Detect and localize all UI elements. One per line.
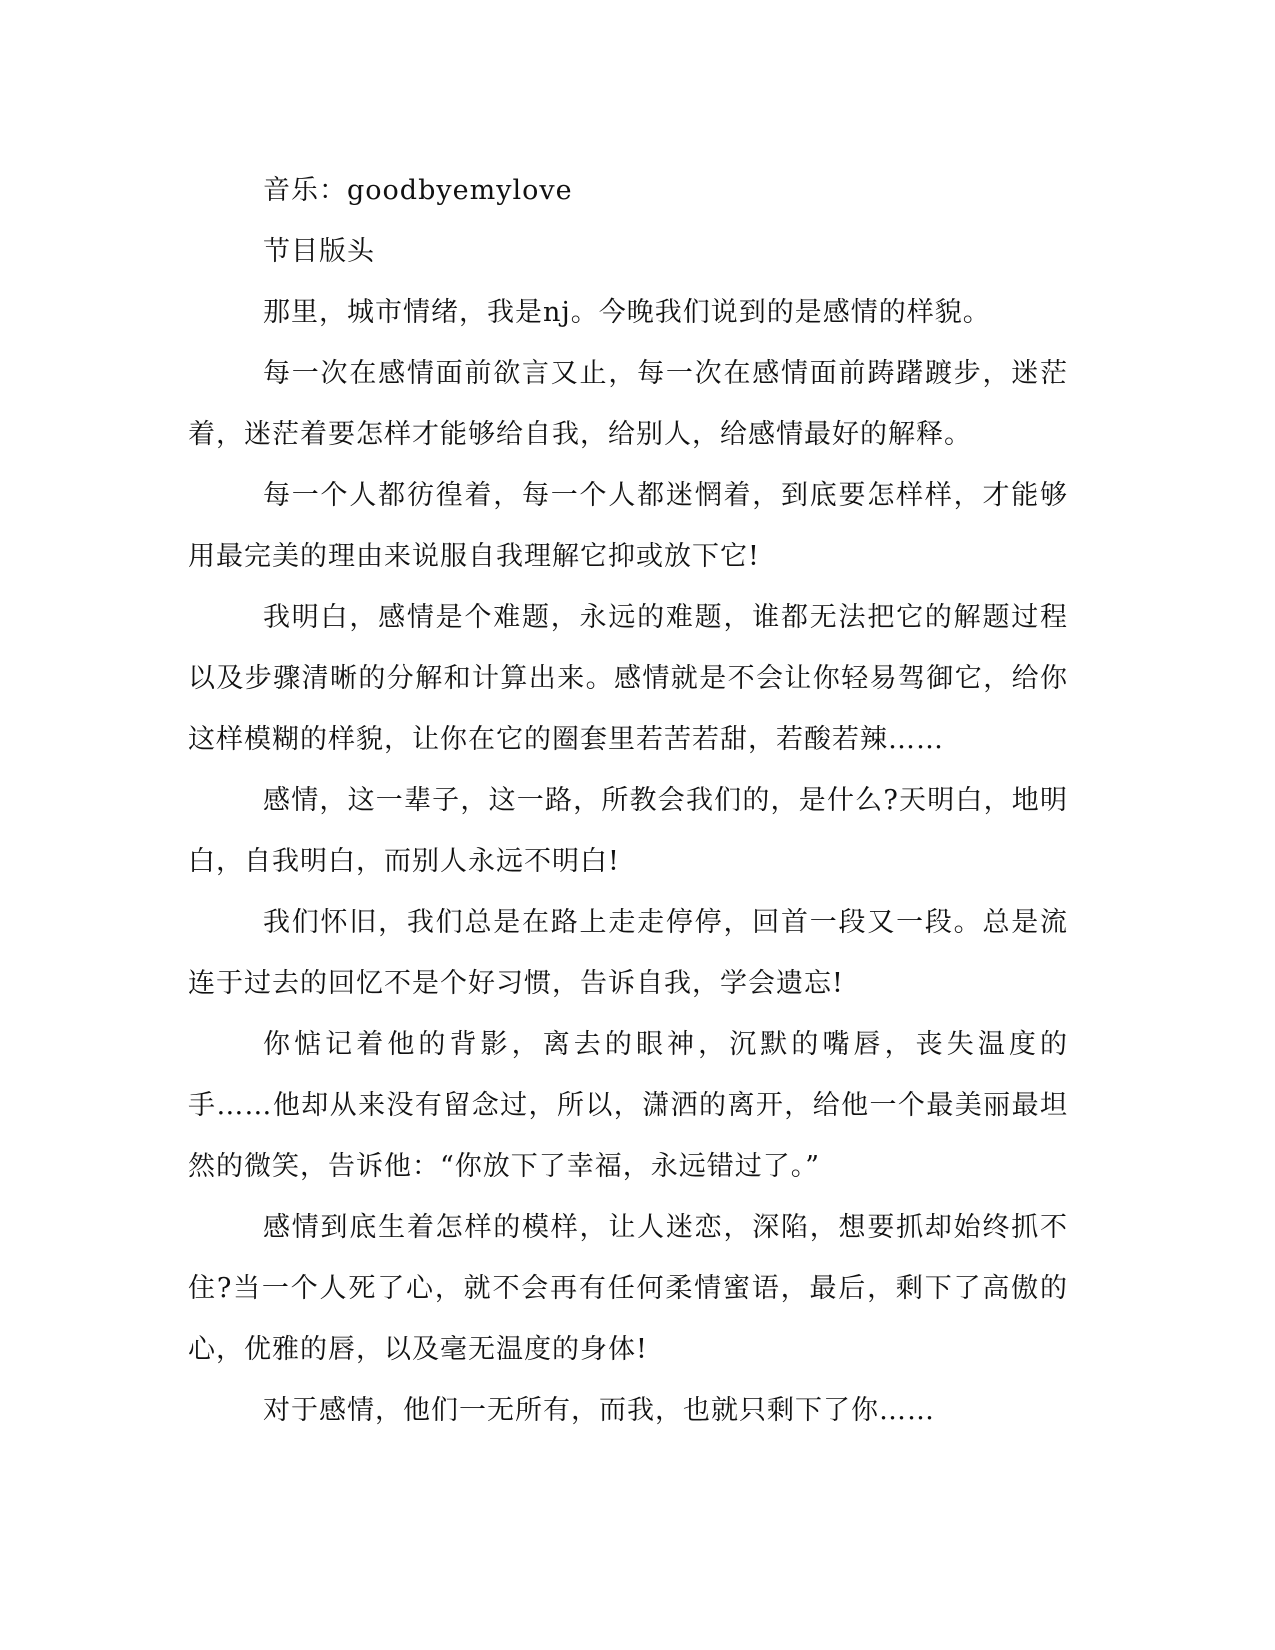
program-header-line: 节目版头 (263, 236, 375, 267)
paragraph: 我们怀旧，我们总是在路上走走停停，回首一段又一段。总是流连于过去的回忆不是个好习惯，告诉自我，学会遗忘! (188, 907, 1068, 999)
paragraph: 每一个人都彷徨着，每一个人都迷惘着，到底要怎样样，才能够用最完美的理由来说服自我理解它抑或放下它! (188, 480, 1068, 572)
paragraph: 我明白，感情是个难题，永远的难题，谁都无法把它的解题过程以及步骤清晰的分解和计算出来。感情就是不会让你轻易驾御它，给你这样模糊的样貌，让你在它的圈套里若苦若甜，若酸若辣…… (188, 602, 1068, 755)
paragraph: 感情，这一辈子，这一路，所教会我们的，是什么?天明白，地明白，自我明白，而别人永远不明白! (188, 785, 1068, 877)
paragraph: 那里，城市情绪，我是nj。今晚我们说到的是感情的样貌。 (263, 297, 991, 328)
paragraph: 感情到底生着怎样的模样，让人迷恋，深陷，想要抓却始终抓不住?当一个人死了心，就不会再有任何柔情蜜语，最后，剩下了高傲的心，优雅的唇，以及毫无温度的身体! (188, 1212, 1068, 1365)
document-body (188, 160, 1068, 1441)
paragraph: 你惦记着他的背影，离去的眼神，沉默的嘴唇，丧失温度的手……他却从来没有留念过，所以，潇洒的离开，给他一个最美丽最坦然的微笑，告诉他：“你放下了幸福，永远错过了。” (188, 1029, 1068, 1182)
music-line: 音乐：goodbyemylove (263, 175, 573, 206)
paragraph: 对于感情，他们一无所有，而我，也就只剩下了你…… (263, 1395, 935, 1426)
paragraph: 每一次在感情面前欲言又止，每一次在感情面前踌躇踱步，迷茫着，迷茫着要怎样才能够给自我，给别人，给感情最好的解释。 (188, 358, 1068, 450)
